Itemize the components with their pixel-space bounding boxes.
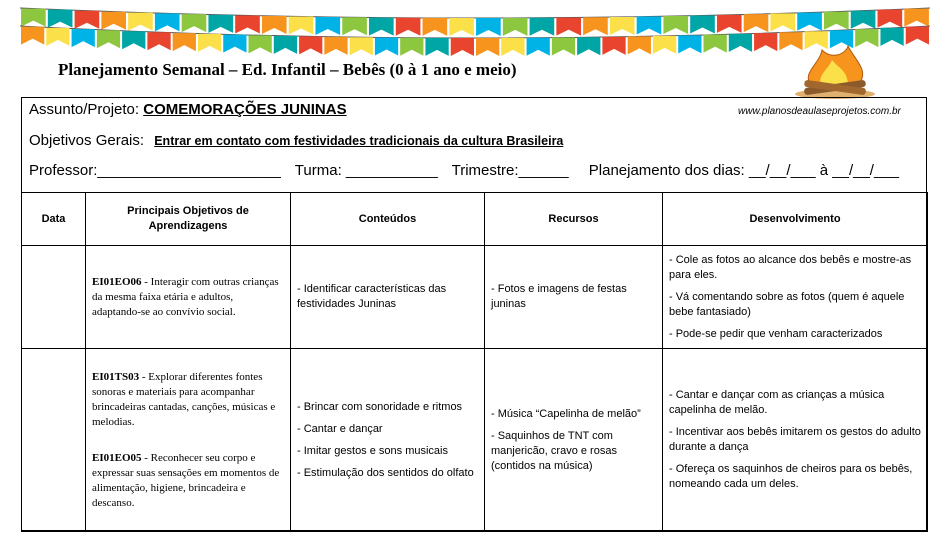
recurso-item: - Música “Capelinha de melão” (491, 407, 641, 420)
bunting-flag-icon (503, 18, 528, 36)
bunting-flag-icon (48, 10, 73, 28)
bonfire-icon (790, 44, 880, 100)
conteudo-item: - Imitar gestos e sons musicais (297, 444, 448, 457)
objetivo-text: - Reconhecer seu corpo e expressar suas sensações em momentos de alimentação, higiene, brincadeira e descanso. (92, 451, 280, 509)
professor-field[interactable]: Professor:______________________ (29, 162, 281, 179)
desenvolvimento-item: - Pode-se pedir que venham caracterizados (669, 327, 883, 340)
bunting-flag-icon (274, 36, 297, 54)
bunting-flag-icon (128, 13, 153, 31)
header-objetivos (86, 193, 291, 246)
objetivo-item (92, 451, 284, 511)
bunting-flag-icon (400, 38, 423, 56)
conteudo-item: - Identificar características das festividades Juninas (297, 283, 447, 310)
objetivo-item (92, 370, 284, 430)
bunting-flag-icon (754, 33, 777, 51)
bunting-flag-icon (97, 30, 120, 48)
objetivo-code: EI01EO06 (92, 275, 142, 288)
objetivos-line (29, 132, 563, 149)
bunting-flag-icon (315, 17, 340, 35)
bunting-flag-icon (451, 38, 474, 56)
bunting-flag-icon (208, 15, 233, 33)
bunting-flag-icon (425, 38, 448, 56)
bunting-flag-icon (556, 18, 581, 36)
bunting-flag-icon (369, 18, 394, 36)
bunting-flag-icon (289, 17, 314, 35)
bunting-flag-icon (663, 16, 688, 34)
conteudos-cell (291, 349, 485, 532)
bunting-flag-icon (476, 18, 501, 36)
bunting-flag-icon (476, 38, 499, 56)
header-objetivos-line1: Principais Objetivos de (127, 205, 249, 217)
bunting-flag-icon (396, 18, 421, 36)
recursos-cell (485, 349, 663, 532)
bunting-flag-icon (717, 15, 742, 33)
header-data: Data (22, 193, 86, 246)
header-objetivos-line2: Aprendizagens (148, 220, 228, 232)
page-title: Planejamento Semanal – Ed. Infantil – Bebês (0 à 1 ano e meio) (58, 60, 517, 79)
desenvolvimento-cell (663, 246, 928, 349)
objetivo-item (92, 275, 284, 320)
objetivo-text: - Explorar diferentes fontes sonoras e materiais para acompanhar brincadeiras cantadas, canções, músicas e melodias. (92, 370, 276, 428)
assunto-label: Assunto/Projeto: (29, 101, 140, 118)
bunting-flag-icon (342, 17, 367, 35)
bunting-flag-icon (147, 32, 170, 50)
bunting-flag-icon (527, 38, 550, 56)
bunting-flag-icon (690, 16, 715, 34)
bunting-flag-icon (198, 34, 221, 52)
bunting-flag-icon (729, 34, 752, 52)
bunting-flag-icon (824, 12, 849, 30)
bunting-flag-icon (610, 17, 635, 35)
objetivo-code: EI01TS03 (92, 370, 140, 383)
header-desenvolvimento: Desenvolvimento (663, 193, 928, 246)
bunting-flag-icon (262, 16, 287, 34)
bunting-flag-icon (602, 37, 625, 55)
bunting-flag-icon (653, 36, 676, 54)
objetivos-value: Entrar em contato com festividades tradicionais da cultura Brasileira (154, 134, 564, 148)
bunting-flag-icon (350, 37, 373, 55)
bunting-flag-icon (628, 36, 651, 54)
bunting-flag-icon (173, 33, 196, 51)
bunting-flag-icon (906, 27, 929, 45)
desenvolvimento-cell (663, 349, 928, 532)
table-header (22, 193, 928, 246)
info-block (22, 98, 926, 192)
desenvolvimento-item: - Ofereça os saquinhos de cheiros para os bebês, nomeando cada um deles. (669, 463, 913, 490)
bunting-flag-icon (797, 13, 822, 31)
objetivo-code: EI01EO05 (92, 451, 142, 464)
bunting-flag-icon (155, 13, 180, 31)
bunting-flag-icon (423, 18, 448, 36)
bunting-flag-icon (583, 17, 608, 35)
table-row (22, 246, 928, 349)
objetivos-cell (86, 246, 291, 349)
bunting-flag-icon (101, 12, 126, 30)
bunting-flag-icon (223, 35, 246, 53)
bunting-flag-icon (878, 10, 903, 28)
bunting-flag-icon (72, 29, 95, 47)
recurso-item: - Fotos e imagens de festas juninas (491, 283, 627, 310)
assunto-value: COMEMORAÇÕES JUNINAS (143, 101, 347, 118)
bunting-flag-icon (235, 16, 260, 34)
bunting-flag-icon (530, 18, 555, 36)
bunting-flag-icon (449, 18, 474, 36)
trimestre-field[interactable]: Trimestre:______ (451, 162, 569, 179)
bunting-flag-icon (375, 38, 398, 56)
recurso-item: - Saquinhos de TNT com manjericão, cravo e rosas (contidos na música) (491, 429, 617, 472)
bunting-flag-icon (249, 35, 272, 53)
fields-line (29, 162, 899, 179)
bunting-flag-icon (704, 35, 727, 53)
header-recursos: Recursos (485, 193, 663, 246)
bunting-flag-icon (770, 13, 795, 31)
conteudo-item: - Estimulação dos sentidos do olfato (297, 466, 474, 479)
conteudos-cell (291, 246, 485, 349)
header-conteudos: Conteúdos (291, 193, 485, 246)
bunting-flag-icon (501, 38, 524, 56)
bunting-flag-icon (577, 37, 600, 55)
recursos-cell (485, 246, 663, 349)
bunting-flag-icon (678, 35, 701, 53)
conteudo-item: - Brincar com sonoridade e ritmos (297, 400, 463, 413)
objetivos-label: Objetivos Gerais: (29, 132, 145, 149)
turma-field[interactable]: Turma: ___________ (294, 162, 438, 179)
date-cell[interactable] (22, 349, 86, 532)
objetivo-text: - Interagir com outras crianças da mesma faixa etária e adultos, adaptando-se ao convívio social. (92, 275, 279, 318)
bunting-flag-icon (552, 38, 575, 56)
bunting-flag-icon (851, 11, 876, 29)
planning-table (21, 192, 928, 532)
assunto-line (29, 101, 347, 118)
bunting-flag-icon (182, 14, 207, 32)
desenvolvimento-item: - Incentivar aos bebês imitarem os gestos do adulto durante a dança (669, 426, 921, 453)
planejamento-field[interactable]: Planejamento dos dias: __/__/___ à __/__/___ (588, 162, 900, 179)
bunting-flag-icon (880, 28, 903, 46)
bunting-flag-icon (299, 36, 322, 54)
table-row (22, 349, 928, 532)
desenvolvimento-item: - Vá comentando sobre as fotos (quem é aquele bebe fantasiado) (669, 290, 905, 318)
bunting-flag-icon (324, 37, 347, 55)
bunting-flag-icon (21, 9, 46, 27)
conteudo-item: - Cantar e dançar (297, 422, 383, 435)
bunting-flag-icon (75, 11, 100, 29)
bunting-flag-icon (21, 27, 44, 45)
objetivos-cell (86, 349, 291, 532)
desenvolvimento-item: - Cantar e dançar com as crianças a música capelinha de melão. (669, 389, 885, 416)
planning-sheet (21, 97, 927, 531)
bunting-flag-icon (904, 9, 929, 27)
bunting-flag-icon (46, 28, 69, 46)
bunting-flag-icon (744, 14, 769, 32)
date-cell[interactable] (22, 246, 86, 349)
bunting-flag-icon (122, 31, 145, 49)
desenvolvimento-item: - Cole as fotos ao alcance dos bebês e mostre-as para eles. (669, 253, 912, 281)
bunting-flag-icon (637, 17, 662, 35)
site-url: www.planosdeaulaseprojetos.com.br (738, 106, 901, 117)
